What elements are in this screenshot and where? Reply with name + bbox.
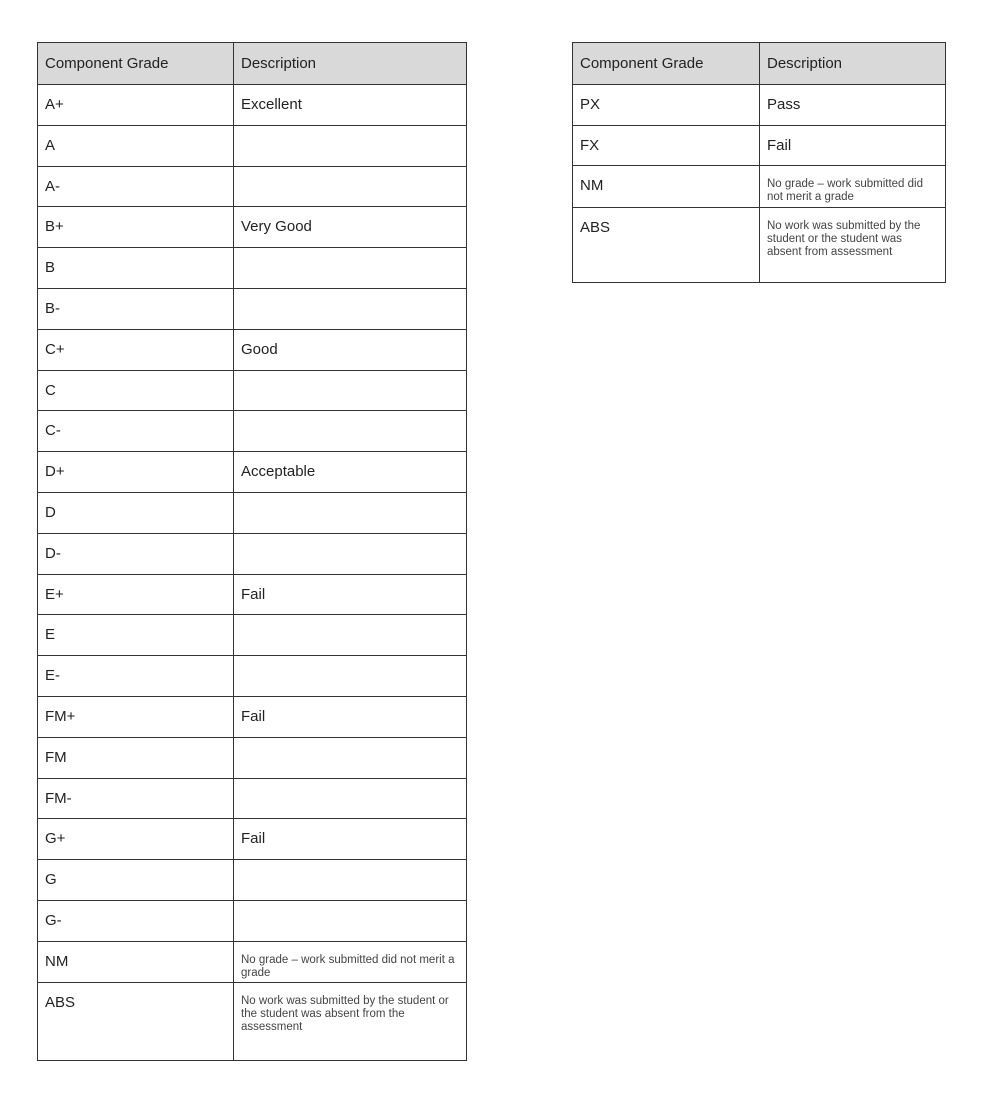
table-row bbox=[38, 166, 467, 207]
description-cell: Excellent bbox=[234, 85, 467, 126]
description-cell bbox=[234, 248, 467, 289]
description-cell bbox=[234, 288, 467, 329]
table-row bbox=[573, 125, 946, 166]
table-row bbox=[38, 900, 467, 941]
table-row bbox=[38, 737, 467, 778]
description-cell: Fail bbox=[234, 819, 467, 860]
table-row bbox=[38, 778, 467, 819]
table-row bbox=[38, 574, 467, 615]
table-header-row bbox=[573, 43, 946, 85]
table-row bbox=[573, 166, 946, 208]
grade-cell: FX bbox=[573, 125, 760, 166]
description-cell bbox=[234, 737, 467, 778]
table-row bbox=[38, 492, 467, 533]
grade-cell: G+ bbox=[38, 819, 234, 860]
grade-cell: NM bbox=[38, 941, 234, 982]
table-row bbox=[573, 85, 946, 126]
grade-cell: B bbox=[38, 248, 234, 289]
grade-cell: NM bbox=[573, 166, 760, 208]
grade-cell: C+ bbox=[38, 329, 234, 370]
table-row bbox=[38, 411, 467, 452]
description-cell: Acceptable bbox=[234, 452, 467, 493]
table-row bbox=[38, 288, 467, 329]
column-header-component-grade: Component Grade bbox=[573, 43, 760, 85]
grade-cell: FM- bbox=[38, 778, 234, 819]
description-cell bbox=[234, 900, 467, 941]
table-header-row bbox=[38, 43, 467, 85]
table-row bbox=[38, 615, 467, 656]
description-cell bbox=[234, 370, 467, 411]
grade-cell: D bbox=[38, 492, 234, 533]
grades-table-special bbox=[572, 42, 946, 283]
description-cell: Fail bbox=[760, 125, 946, 166]
description-cell: No grade – work submitted did not merit a grade bbox=[760, 166, 946, 208]
description-cell: Good bbox=[234, 329, 467, 370]
table-row bbox=[38, 248, 467, 289]
grade-cell: E- bbox=[38, 656, 234, 697]
table-row bbox=[38, 370, 467, 411]
description-cell bbox=[234, 125, 467, 166]
grade-cell: C bbox=[38, 370, 234, 411]
grade-cell: A- bbox=[38, 166, 234, 207]
table-row bbox=[38, 860, 467, 901]
description-cell: Fail bbox=[234, 574, 467, 615]
grade-cell: PX bbox=[573, 85, 760, 126]
table-row bbox=[573, 208, 946, 283]
column-header-description: Description bbox=[760, 43, 946, 85]
grade-cell: G- bbox=[38, 900, 234, 941]
description-cell bbox=[234, 411, 467, 452]
description-cell bbox=[234, 656, 467, 697]
grade-cell: ABS bbox=[38, 982, 234, 1060]
grade-cell: C- bbox=[38, 411, 234, 452]
description-cell bbox=[234, 778, 467, 819]
table-row bbox=[38, 656, 467, 697]
grade-cell: E+ bbox=[38, 574, 234, 615]
description-cell bbox=[234, 166, 467, 207]
table-row bbox=[38, 533, 467, 574]
description-cell: Very Good bbox=[234, 207, 467, 248]
grade-cell: FM bbox=[38, 737, 234, 778]
grade-cell: B- bbox=[38, 288, 234, 329]
column-header-description: Description bbox=[234, 43, 467, 85]
grade-cell: D+ bbox=[38, 452, 234, 493]
description-cell bbox=[234, 860, 467, 901]
table-row bbox=[38, 125, 467, 166]
table-row bbox=[38, 982, 467, 1060]
table-row bbox=[38, 207, 467, 248]
table-row bbox=[38, 85, 467, 126]
description-cell: No work was submitted by the student or the student was absent from assessment bbox=[760, 208, 946, 283]
grade-cell: FM+ bbox=[38, 696, 234, 737]
description-cell: No grade – work submitted did not merit a grade bbox=[234, 941, 467, 982]
grade-cell: D- bbox=[38, 533, 234, 574]
table-row bbox=[38, 452, 467, 493]
description-cell bbox=[234, 492, 467, 533]
table-row bbox=[38, 696, 467, 737]
column-header-component-grade: Component Grade bbox=[38, 43, 234, 85]
description-cell: Fail bbox=[234, 696, 467, 737]
table-row bbox=[38, 329, 467, 370]
grade-cell: A+ bbox=[38, 85, 234, 126]
table-row bbox=[38, 819, 467, 860]
description-cell bbox=[234, 533, 467, 574]
description-cell: No work was submitted by the student or the student was absent from the assessment bbox=[234, 982, 467, 1060]
grades-table-main bbox=[37, 42, 467, 1061]
grade-cell: ABS bbox=[573, 208, 760, 283]
grade-cell: E bbox=[38, 615, 234, 656]
description-cell: Pass bbox=[760, 85, 946, 126]
grade-cell: A bbox=[38, 125, 234, 166]
grade-cell: B+ bbox=[38, 207, 234, 248]
description-cell bbox=[234, 615, 467, 656]
table-row bbox=[38, 941, 467, 982]
grade-cell: G bbox=[38, 860, 234, 901]
